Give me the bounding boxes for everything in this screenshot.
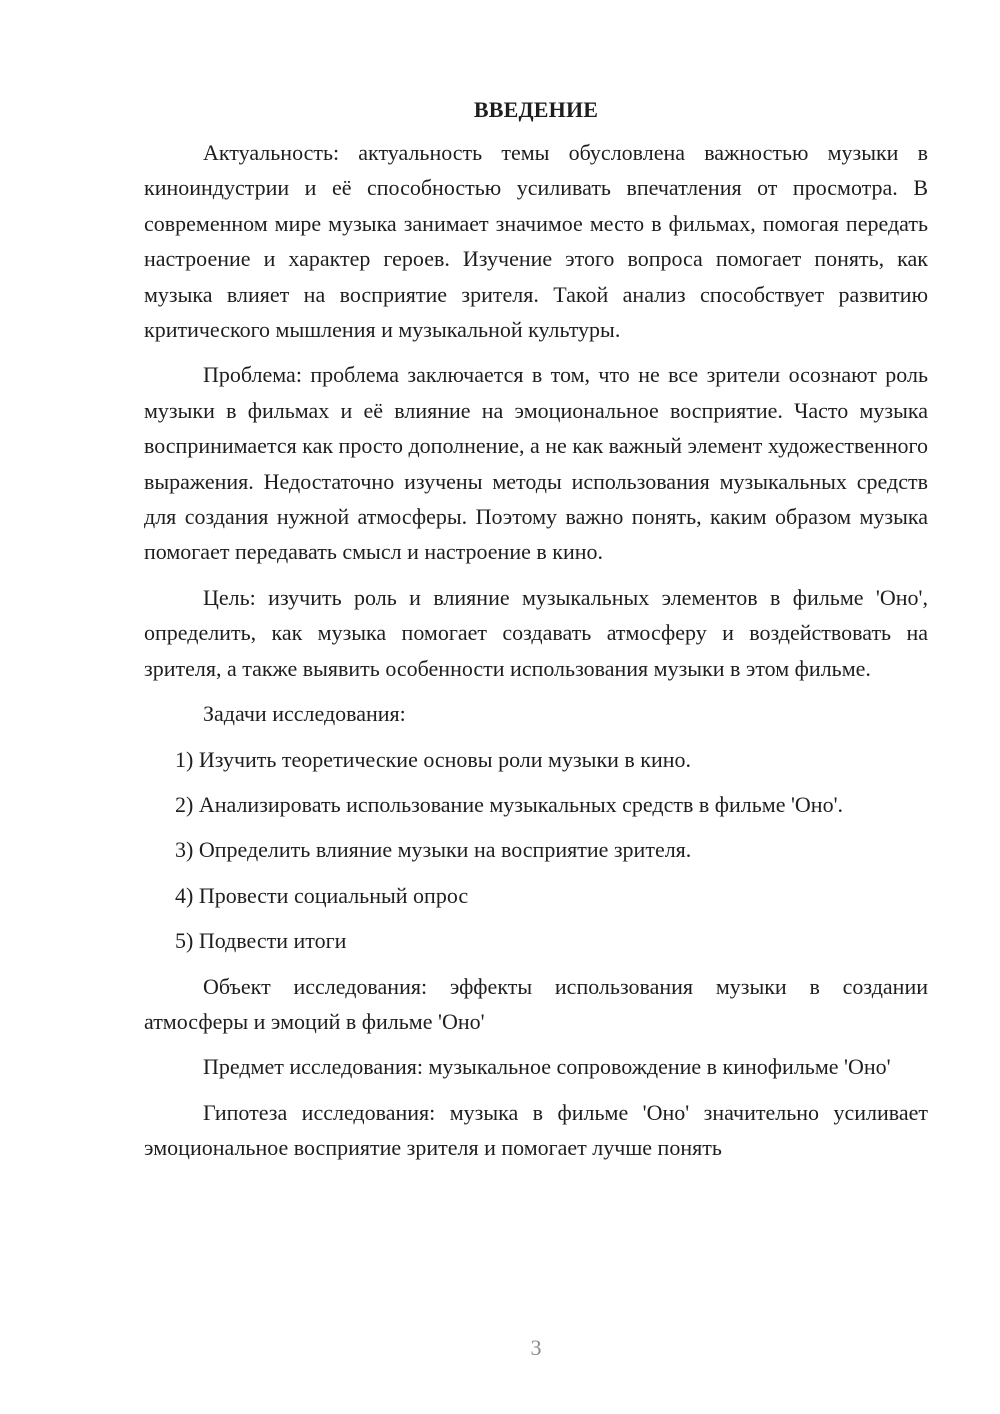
section-title: ВВЕДЕНИЕ [473,97,599,122]
tasks-heading: Задачи исследования: [203,701,406,727]
page-content [144,92,928,1176]
task-item: 2) Анализировать использование музыкальных средств в фильме 'Оно'. [175,791,844,817]
paragraph-subject: Предмет исследования: музыкальное сопровождение в кинофильме 'Оно' [203,1054,891,1080]
paragraph-relevance: Актуальность: актуальность темы обусловлена важностью музыки в киноиндустрии и её способностью усиливать впечатления от просмотра. В современном мире музыка занимает значимое место в фильмах, помогая передать настроение и характер героев. Изучение этого вопроса помогает понять, как музыка влияет на восприятие зрителя. Такой анализ способствует развитию критического мышления и музыкальной культуры. [144,140,928,343]
task-item: 5) Подвести итоги [175,928,347,954]
task-item: 1) Изучить теоретические основы роли музыки в кино. [175,746,692,772]
paragraph-object: Объект исследования: эффекты использования музыки в создании атмосферы и эмоций в фильме 'Оно' [144,973,928,1034]
task-item: 3) Определить влияние музыки на восприятие зрителя. [175,837,692,863]
tasks-list [144,742,928,959]
paragraph-goal: Цель: изучить роль и влияние музыкальных элементов в фильме 'Оно', определить, как музыка помогает создавать атмосферу и воздействовать на зрителя, а также выявить особенности использования музыки в этом фильме. [144,584,928,681]
paragraph-problem: Проблема: проблема заключается в том, что не все зрители осознают роль музыки в фильмах и её влияние на эмоциональное восприятие. Часто музыка воспринимается как просто дополнение, а не как важный элемент художественного выражения. Недостаточно изучены методы использования музыкальных средств для создания нужной атмосферы. Поэтому важно понять, каким образом музыка помогает передавать смысл и настроение в кино. [144,362,928,565]
task-item: 4) Провести социальный опрос [175,882,469,908]
page-number: 3 [530,1335,542,1360]
paragraph-hypothesis: Гипотеза исследования: музыка в фильме 'Оно' значительно усиливает эмоциональное восприятие зрителя и помогает лучше понять [144,1099,928,1161]
